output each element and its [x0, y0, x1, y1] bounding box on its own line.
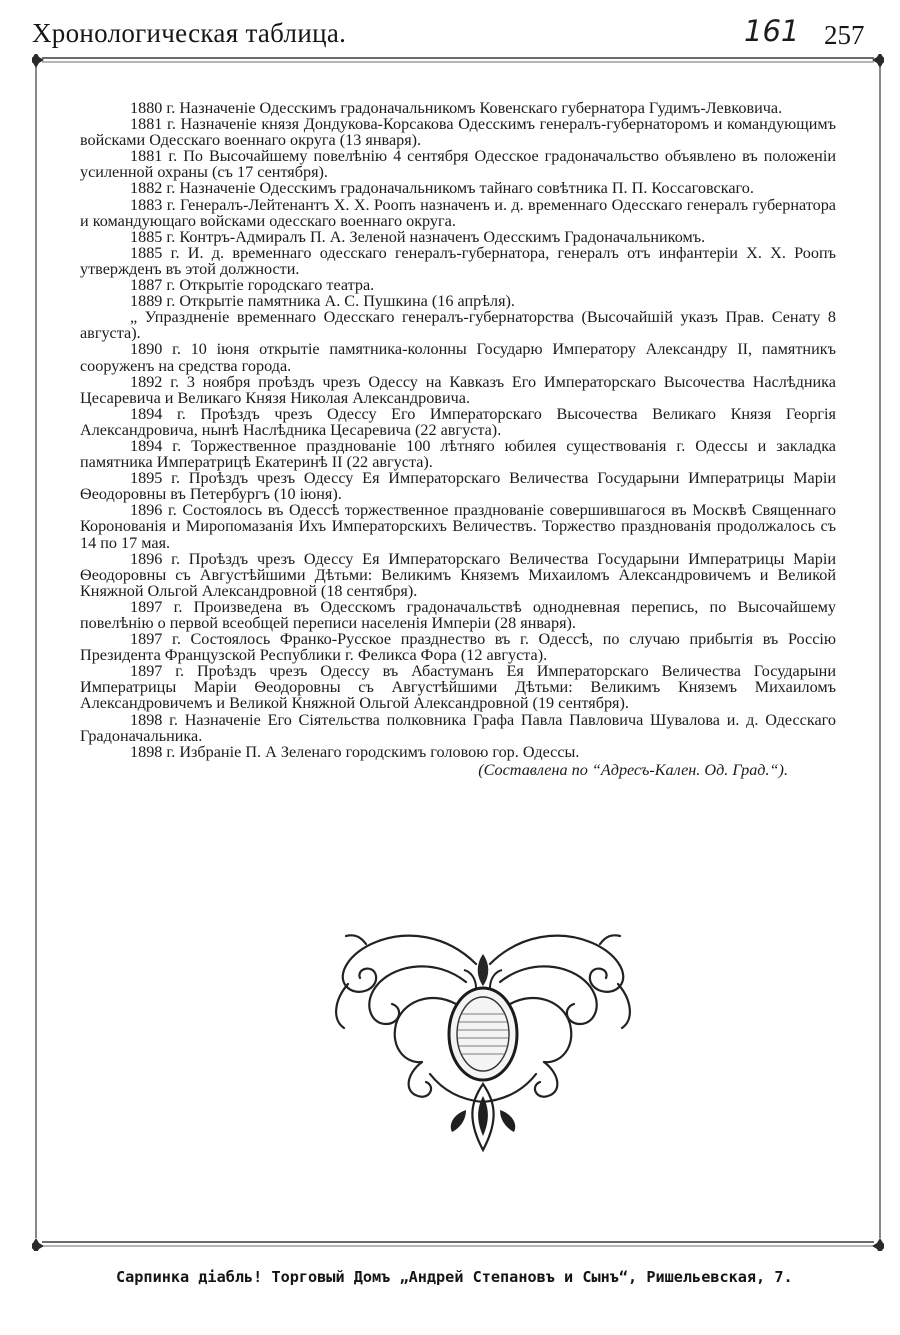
- entry-1897-c: 1897 г. Проѣздъ чрезъ Одессу въ Абастуманъ Ея Императорскаго Величества Государыни Императрицы Маріи Ѳеодоровны съ Августѣйшими Дѣтьми: Великимъ Княземъ Михаиломъ Александровичемъ и Великой Княжной Ольгой Александровной (19 сентября).: [80, 662, 836, 713]
- page-header-title: Хронологическая таблица.: [32, 18, 347, 48]
- entry-1896-b: 1896 г. Проѣздъ чрезъ Одессу Ея Императорскаго Величества Государыни Императрицы Маріи Ѳеодоровны съ Августѣйшими Дѣтьми: Великимъ Княземъ Михаиломъ Александровичемъ и Великой Княжной Ольгой Александровной (18 сентября).: [80, 549, 836, 600]
- entry-1880: 1880 г. Назначеніе Одесскимъ градоначальникомъ Ковенскаго губернатора Гудимъ-Левковича.: [130, 99, 783, 117]
- entry-1881-b: 1881 г. По Высочайшему повелѣнію 4 сентября Одесское градоначальство объявлено въ положеніи усиленной охраны (съ 17 сентября).: [80, 147, 836, 182]
- entry-1889-b: „ Упраздненіе временнаго Одесскаго генералъ-губернаторства (Высочайшій указъ Прав. Сенату 8 августа).: [80, 308, 836, 343]
- source-note: (Составлена по “Адресъ-Кален. Од. Град.“).: [478, 760, 788, 779]
- entry-1898-a: 1898 г. Назначеніе Его Сіятельства полковника Графа Павла Павловича Шувалова и. д. Одесскаго Градоначальника.: [80, 710, 836, 745]
- handwritten-page-mark: 161: [744, 14, 800, 48]
- entry-1898-b: 1898 г. Избраніе П. А Зеленаго городскимъ головою гор. Одессы.: [130, 742, 580, 761]
- entry-1894-b: 1894 г. Торжественное празднованіе 100 лѣтняго юбилея существованія г. Одессы и закладка памятника Императрицѣ Екатеринѣ II (22 августа).: [80, 436, 836, 472]
- entry-1897-a: 1897 г. Произведена въ Одесскомъ градоначальствѣ однодневная перепись, по Высочайшему повелѣнію о первой всеобщей переписи населенія Имперіи (28 января).: [80, 597, 836, 632]
- entry-1895: 1895 г. Проѣздъ чрезъ Одессу Ея Императорскаго Величества Государыни Императрицы Маріи Ѳеодоровны въ Петербургъ (10 іюня).: [80, 469, 836, 504]
- entry-1887: 1887 г. Открытіе городскаго театра.: [130, 276, 375, 295]
- entry-1897-b: 1897 г. Состоялось Франко-Русское празднество въ г. Одессѣ, по случаю прибытія въ Россію Президента Французской Республики г. Феликса Фора (12 августа).: [80, 630, 836, 665]
- footer-advertisement: Сарпинка діабль! Торговый Домъ „Андрей Степановъ и Сынъ“, Ришельевская, 7.: [116, 1268, 793, 1286]
- page-number: 257: [824, 20, 865, 50]
- chronology-entries: [80, 100, 836, 778]
- entry-1896-a: 1896 г. Состоялось въ Одессѣ торжественное празднованіе совершившагося въ Москвѣ Священнаго Коронованія и Миропомазанія Ихъ Императорскихъ Величествъ. Торжество празднованія продолжалось съ 14 по 17 мая.: [80, 501, 836, 552]
- entry-1894-a: 1894 г. Проѣздъ чрезъ Одессу Его Императорскаго Высочества Великаго Князя Георгія Александровича, нынѣ Наслѣдника Цесаревича (22 августа).: [80, 404, 836, 439]
- entry-1883: 1883 г. Генералъ-Лейтенантъ Х. Х. Роопъ назначенъ и. д. временнаго Одесскаго генералъ губернатора и командующаго войсками одесскаго военнаго округа.: [80, 195, 836, 230]
- entry-1881-a: 1881 г. Назначеніе князя Дондукова-Корсакова Одесскимъ генералъ-губернаторомъ и командующимъ войсками Одесскаго военнаго округа (13 января).: [80, 115, 836, 150]
- entry-1892: 1892 г. 3 ноября проѣздъ чрезъ Одессу на Кавказъ Его Императорскаго Высочества Наслѣдника Цесаревича и Великаго Князя Николая Александровича.: [80, 372, 836, 407]
- entry-1885-b: 1885 г. И. д. временнаго одесскаго генералъ-губернатора, генералъ отъ инфантеріи Х. Х. Роопъ утвержденъ въ этой должности.: [80, 243, 836, 278]
- entry-1890: 1890 г. 10 іюня открытіе памятника-колонны Государю Императору Александру II, памятникъ сооруженъ на средства города.: [80, 340, 836, 375]
- entry-1885-a: 1885 г. Контръ-Адмиралъ П. А. Зеленой назначенъ Одесскимъ Градоначальникомъ.: [130, 227, 706, 246]
- decorative-ornament-icon: [326, 924, 640, 1156]
- entry-1882: 1882 г. Назначеніе Одесскимъ градоначальникомъ тайнаго совѣтника П. П. Коссаговскаго.: [130, 179, 754, 198]
- entry-1889-a: 1889 г. Открытіе памятника А. С. Пушкина (16 апрѣля).: [130, 292, 515, 311]
